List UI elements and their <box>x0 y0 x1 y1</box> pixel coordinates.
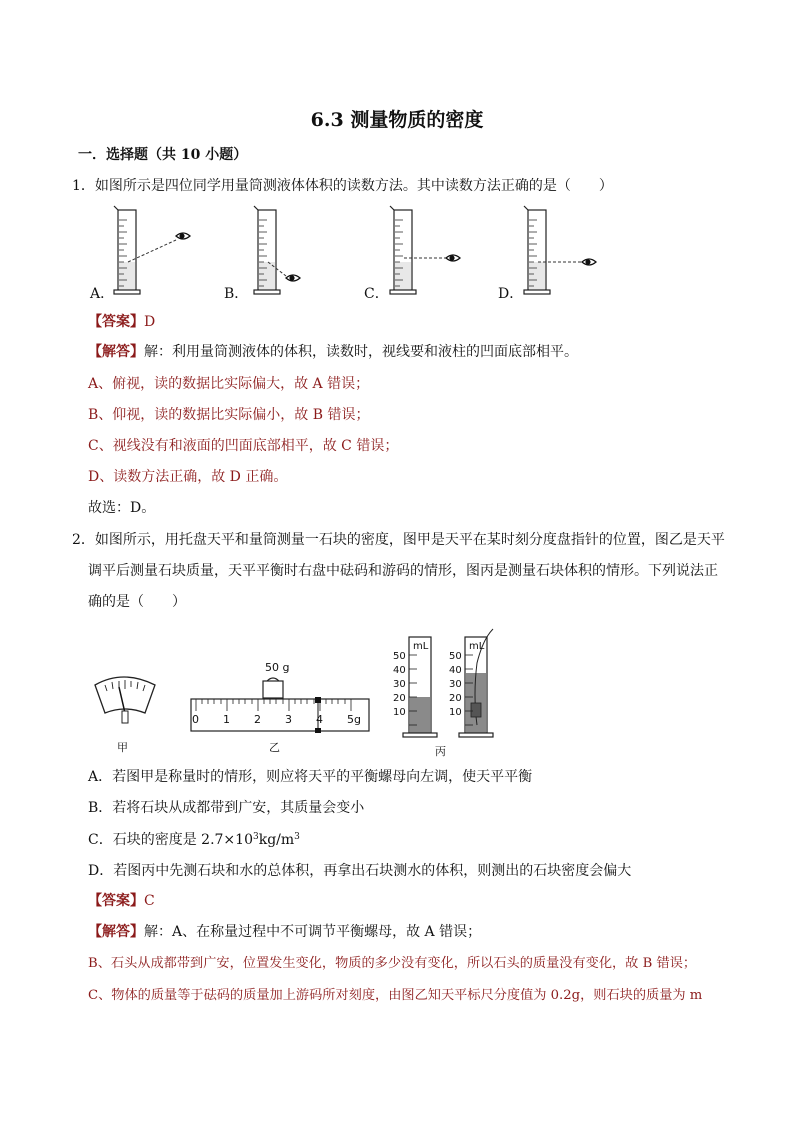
analysis-text: 解：A、在称量过程中不可调节平衡螺母，故 A 错误； <box>144 924 482 940</box>
q2-option-d: D．若图丙中先测石块和水的总体积，再拿出石块测水的体积，则测出的石块密度会偏大 <box>88 863 632 879</box>
ruler-tick-0: 0 <box>192 713 199 726</box>
ruler-figure <box>191 661 369 754</box>
analysis-tag: 【解答】 <box>88 344 144 360</box>
ruler-tick-1: 1 <box>223 713 230 726</box>
option-label-d: D． <box>498 286 524 302</box>
q1-analysis-line-b: B、仰视，读的数据比实际偏小，故 B 错误； <box>88 407 370 423</box>
dial-figure <box>95 677 155 754</box>
q2-option-c-unit-exp: 3 <box>294 832 300 842</box>
q2-stem-line-3: 确的是（ ） <box>88 594 186 610</box>
q2-option-c-unit: kg/m <box>258 832 295 848</box>
page-title: 6.3 测量物质的密度 <box>310 109 484 131</box>
answer-value: D <box>144 314 156 330</box>
cylinders-figure <box>393 629 493 758</box>
cyl-left-tick-20: 20 <box>393 693 406 704</box>
q2-option-c-text: C．石块的密度是 2.7×10 <box>88 832 253 848</box>
q2-stem-line-2: 调平后测量石块质量，天平平衡时右盘中砝码和游码的情形，图丙是测量石块体积的情形。下列说法正 <box>88 563 718 579</box>
ruler-tick-4: 4 <box>316 713 323 726</box>
cyl-left-tick-50: 50 <box>393 651 406 662</box>
cyl-right-tick-10: 10 <box>449 707 462 718</box>
q2-option-c-exp: 3 <box>252 832 259 842</box>
analysis-tag: 【解答】 <box>88 924 144 940</box>
cylinder-b <box>254 206 300 294</box>
ruler-tick-3: 3 <box>285 713 292 726</box>
cyl-right-tick-20: 20 <box>449 693 462 704</box>
cyl-right-tick-50: 50 <box>449 651 462 662</box>
q1-analysis-line-c: C、视线没有和液面的凹面底部相平，故 C 错误； <box>88 438 399 454</box>
answer-tag: 【答案】 <box>88 893 144 909</box>
cyl-left-tick-10: 10 <box>393 707 406 718</box>
answer-tag: 【答案】 <box>88 314 144 330</box>
q1-analysis-line-a: A、俯视，读的数据比实际偏大，故 A 错误； <box>88 376 370 392</box>
cyl-left-tick-40: 40 <box>393 665 406 676</box>
cylinder-d <box>524 206 596 294</box>
q2-answer <box>88 893 155 909</box>
q2-stem-line-1: 2．如图所示，用托盘天平和量筒测量一石块的密度，图甲是天平在某时刻分度盘指针的位置，图乙是天平 <box>72 532 725 548</box>
cyl-unit-right: mL <box>469 641 485 652</box>
q2-option-b: B．若将石块从成都带到广安，其质量会变小 <box>88 800 365 816</box>
cylinder-c <box>390 206 460 294</box>
q2-option-c <box>88 832 300 848</box>
label-yi: 乙 <box>269 741 280 754</box>
analysis-text: 解：利用量筒测液体的体积，读数时，视线要和液柱的凹面底部相平。 <box>144 344 578 360</box>
option-label-b: B． <box>224 286 249 302</box>
answer-value: C <box>144 893 155 909</box>
option-label-a: A． <box>90 286 115 302</box>
q2-option-a: A．若图甲是称量时的情形，则应将天平的平衡螺母向左调，使天平平衡 <box>88 769 533 785</box>
label-bing: 丙 <box>435 745 446 758</box>
q1-conclusion: 故选：D。 <box>88 500 156 516</box>
q2-analysis-line-b: B、石头从成都带到广安，位置发生变化，物质的多少没有变化，所以石头的质量没有变化，故 B 错误； <box>88 956 697 971</box>
option-label-c: C． <box>364 286 389 302</box>
q1-analysis <box>88 344 578 360</box>
cyl-unit-left: mL <box>413 641 429 652</box>
weight-label: 50 g <box>265 661 290 674</box>
q2-balance-figure <box>85 625 505 760</box>
ruler-tick-2: 2 <box>254 713 261 726</box>
q1-answer <box>88 314 155 330</box>
rider-bottom <box>315 728 321 733</box>
cyl-right-tick-40: 40 <box>449 665 462 676</box>
q1-analysis-line-d: D、读数方法正确，故 D 正确。 <box>88 469 288 485</box>
cyl-left-tick-30: 30 <box>393 679 406 690</box>
section-heading: 一．选择题（共 10 小题） <box>78 147 248 163</box>
ruler-tick-5: 5g <box>347 713 361 726</box>
q1-cylinder-figure <box>80 200 640 305</box>
q2-analysis <box>88 924 481 940</box>
rider-top <box>315 697 321 703</box>
q2-analysis-line-c: C、物体的质量等于砝码的质量加上游码所对刻度，由图乙知天平标尺分度值为 0.2g，则石块的质量为 m <box>88 988 703 1003</box>
cylinder-a <box>114 206 190 294</box>
cyl-right-tick-30: 30 <box>449 679 462 690</box>
label-jia: 甲 <box>117 741 128 754</box>
q1-stem: 1．如图所示是四位同学用量筒测液体体积的读数方法。其中读数方法正确的是（ ） <box>72 178 613 194</box>
